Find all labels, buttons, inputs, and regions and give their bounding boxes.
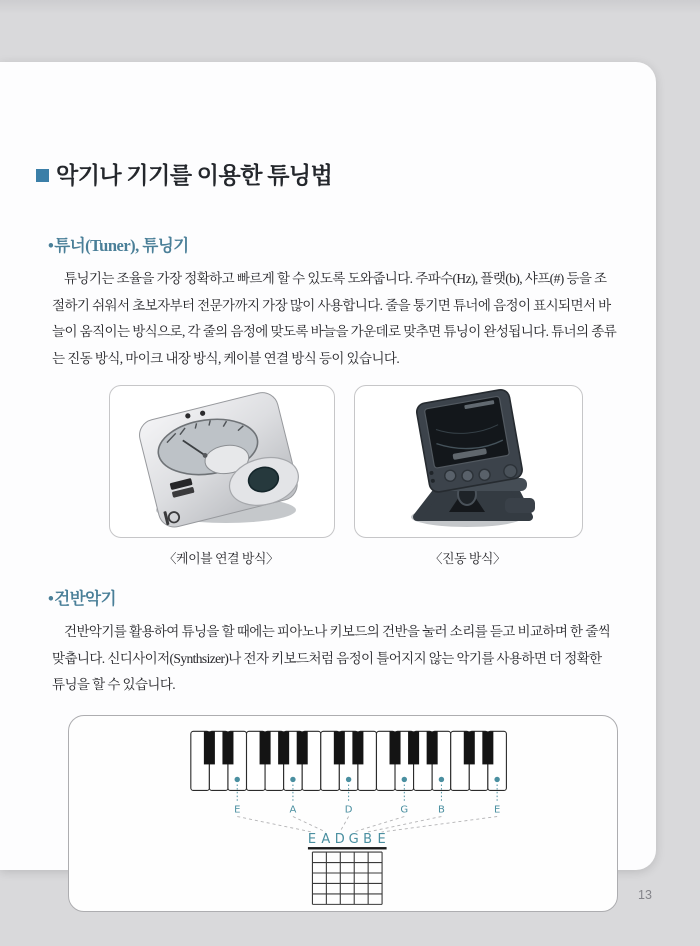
black-key bbox=[482, 731, 493, 764]
figure-caption-cable: 〈케이블 연결 방식〉 bbox=[163, 551, 279, 566]
page-title-text: 악기나 기기를 이용한 튜닝법 bbox=[56, 163, 333, 188]
connector-line bbox=[382, 817, 498, 833]
connector-line bbox=[354, 817, 405, 833]
key-dot bbox=[439, 777, 444, 782]
note-label: D bbox=[344, 804, 353, 816]
black-key bbox=[204, 731, 215, 764]
figure-cable-tuner bbox=[109, 385, 335, 538]
clip-tuner-photo bbox=[355, 386, 582, 537]
connector-line bbox=[293, 817, 326, 833]
black-key bbox=[222, 731, 233, 764]
key-dot bbox=[494, 777, 499, 782]
black-key bbox=[260, 731, 271, 764]
section-heading-text: 건반악기 bbox=[54, 589, 117, 608]
text-line: 늘이 움직이는 방식으로, 각 줄의 음정에 맞도록 바늘을 가운데로 맞추면 튜닝이 완성됩니다. 튜너의 종류 bbox=[52, 324, 617, 339]
text-line: 튜닝을 할 수 있습니다. bbox=[52, 677, 176, 692]
string-label: D bbox=[334, 832, 345, 848]
black-key bbox=[408, 731, 419, 764]
black-key bbox=[427, 731, 438, 764]
section-heading-tuner bbox=[48, 232, 189, 256]
note-label: E bbox=[493, 804, 501, 816]
paragraph-keyboard bbox=[52, 619, 652, 699]
text-line: 튜닝기는 조율을 가장 정확하고 빠르게 할 수 있도록 도와줍니다. 주파수(Hz), 플랫(b), 샤프(#) 등을 조 bbox=[64, 271, 607, 286]
black-key bbox=[278, 731, 289, 764]
key-dot bbox=[346, 777, 351, 782]
section-bullet: • bbox=[48, 589, 54, 608]
key-dot bbox=[235, 777, 240, 782]
black-key bbox=[297, 731, 308, 764]
fretboard-nut bbox=[308, 847, 387, 849]
text-line: 맞춥니다. 신디사이저(Synthsizer)나 전자 키보드처럼 음정이 틀어지지 않는 악기를 사용하면 더 정확한 bbox=[52, 650, 602, 666]
text-line: 는 진동 방식, 마이크 내장 방식, 케이블 연결 방식 등이 있습니다. bbox=[52, 350, 400, 366]
figure-caption-vibration: 〈진동 방식〉 bbox=[429, 551, 506, 566]
document-page bbox=[0, 62, 656, 870]
paragraph-tuner bbox=[52, 266, 652, 372]
text-line: 건반악기를 활용하여 튜닝을 할 때에는 피아노나 키보드의 건반을 눌러 소리를 듣고 비교하며 한 줄씩 bbox=[64, 624, 611, 639]
section-heading-text: 튜너(Tuner), 튜닝기 bbox=[54, 236, 189, 255]
black-key bbox=[390, 731, 401, 764]
note-label: A bbox=[289, 804, 297, 816]
string-label: G bbox=[348, 832, 359, 848]
string-label: E bbox=[377, 832, 386, 848]
black-key bbox=[464, 731, 475, 764]
key-dot bbox=[290, 777, 295, 782]
string-label: A bbox=[321, 832, 331, 848]
title-bullet-square bbox=[36, 169, 49, 182]
section-bullet: • bbox=[48, 236, 54, 255]
string-label: E bbox=[307, 832, 317, 848]
connector-line bbox=[237, 817, 312, 833]
connector-line bbox=[340, 817, 349, 833]
note-label: B bbox=[437, 804, 445, 816]
black-key bbox=[334, 731, 345, 764]
keyboard-diagram-box bbox=[68, 715, 618, 912]
page-title bbox=[36, 161, 332, 191]
cable-tuner-photo bbox=[110, 386, 334, 537]
clip-foot bbox=[505, 498, 535, 513]
text-line: 절하기 쉬워서 초보자부터 전문가까지 가장 많이 사용합니다. 줄을 퉁기면 튜너에 음정이 표시되면서 바 bbox=[52, 297, 611, 313]
section-heading-keyboard bbox=[48, 585, 116, 609]
string-label: B bbox=[363, 832, 373, 848]
note-label: E bbox=[234, 804, 241, 816]
key-dot bbox=[402, 777, 407, 782]
figure-clip-tuner bbox=[354, 385, 583, 538]
piano-guitar-tuning-diagram bbox=[69, 716, 617, 911]
page-number: 13 bbox=[638, 888, 652, 902]
black-key bbox=[352, 731, 363, 764]
note-label: G bbox=[400, 804, 409, 816]
tuner-head bbox=[415, 388, 523, 493]
